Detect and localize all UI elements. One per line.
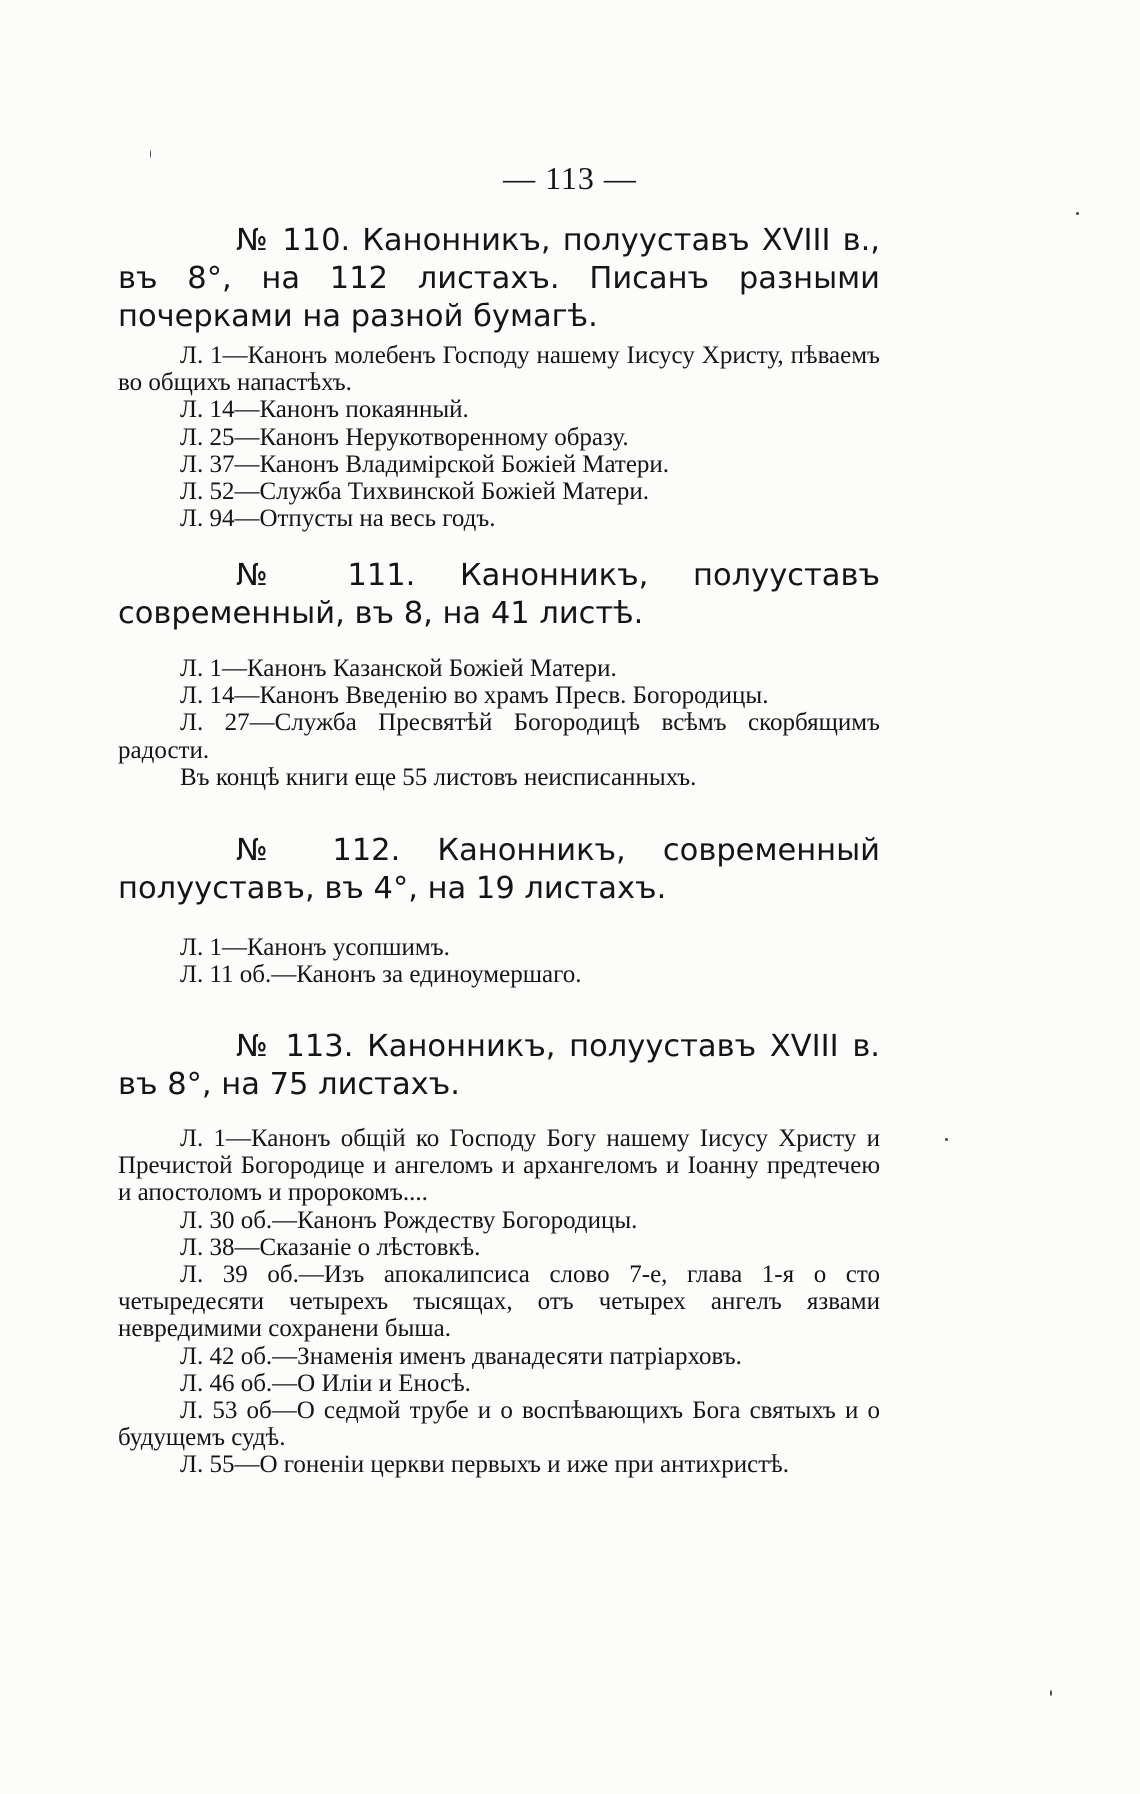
- entry-heading: № 113. Канонникъ, полууставъ XVIII в. въ 8°, на 75 листахъ.: [118, 1029, 880, 1102]
- entry-heading: № 111. Канонникъ, полууставъ современный, въ 8, на 41 листѣ.: [118, 558, 880, 631]
- list-item: Л. 52—Служба Тихвинской Божіей Матери.: [180, 478, 649, 506]
- list-item: Л. 25—Канонъ Нерукотворенному образу.: [180, 423, 629, 451]
- list-item: Л. 46 об.—О Иліи и Еносѣ.: [180, 1369, 471, 1397]
- entry-110: [118, 222, 880, 336]
- list-item: Л. 11 об.—Канонъ за единоумершаго.: [180, 961, 582, 989]
- speck: [1076, 212, 1079, 215]
- list-item: Л. 42 об.—Знаменія именъ дванадесяти патріарховъ.: [180, 1342, 742, 1370]
- speck: [1050, 1690, 1052, 1696]
- list-item: Л. 53 об—О седмой трубе и о воспѣвающихъ Бога святыхъ и о будущемъ судѣ.: [118, 1397, 880, 1452]
- list-item: Л. 37—Канонъ Владимірской Божіей Матери.: [180, 450, 670, 478]
- entry-112-list: [118, 934, 880, 988]
- entry-113-list: [118, 1125, 880, 1479]
- list-item: Л. 1—Канонъ молебенъ Господу нашему Іисусу Христу, пѣваемъ во общихъ напастѣхъ.: [118, 342, 880, 397]
- list-item: Л. 27—Служба Пресвятѣй Богородицѣ всѣмъ скорбящимъ радости.: [118, 709, 880, 764]
- list-item: Л. 38—Сказаніе о лѣстовкѣ.: [180, 1233, 481, 1261]
- entry-heading: № 112. Канонникъ, современный полууставъ, въ 4°, на 19 листахъ.: [118, 833, 880, 906]
- list-item: Л. 1—Канонъ усопшимъ.: [180, 934, 450, 961]
- entry-heading: № 110. Канонникъ, полууставъ XVIII в., въ 8°, на 112 листахъ. Писанъ разными почерками на разной бумагѣ.: [118, 223, 880, 334]
- list-item: Л. 30 об.—Канонъ Рождеству Богородицы.: [180, 1206, 638, 1234]
- list-item: Л. 14—Канонъ покаянный.: [180, 396, 469, 424]
- speck: [150, 150, 151, 158]
- list-item: Л. 1—Канонъ Казанской Божіей Матери.: [180, 655, 617, 682]
- entry-110-list: [118, 342, 880, 532]
- entry-112: [118, 832, 880, 908]
- entry-113: [118, 1028, 880, 1104]
- entry-111-list: [118, 655, 880, 791]
- list-item: Л. 14—Канонъ Введенію во храмъ Пресв. Богородицы.: [180, 682, 769, 710]
- list-item: Л. 39 об.—Изъ апокалипсиса слово 7-е, глава 1-я о сто четыредесяти четырехъ тысящах, отъ четырех ангелъ язвами невредимими сохранени быша.: [118, 1261, 880, 1343]
- entry-111: [118, 557, 880, 633]
- list-item: Въ концѣ книги еще 55 листовъ неисписанныхъ.: [180, 763, 697, 791]
- list-item: Л. 94—Отпусты на весь годъ.: [180, 505, 496, 533]
- speck: [945, 1138, 948, 1141]
- list-item: Л. 55—О гоненіи церкви первыхъ и иже при антихристѣ.: [180, 1451, 789, 1479]
- list-item: Л. 1—Канонъ общій ко Господу Богу нашему Іисусу Христу и Пречистой Богородице и ангеломъ и архангеломъ и Іоанну предтечею и апостоломъ и пророкомъ....: [118, 1125, 880, 1207]
- page-number: — 113 —: [503, 160, 637, 196]
